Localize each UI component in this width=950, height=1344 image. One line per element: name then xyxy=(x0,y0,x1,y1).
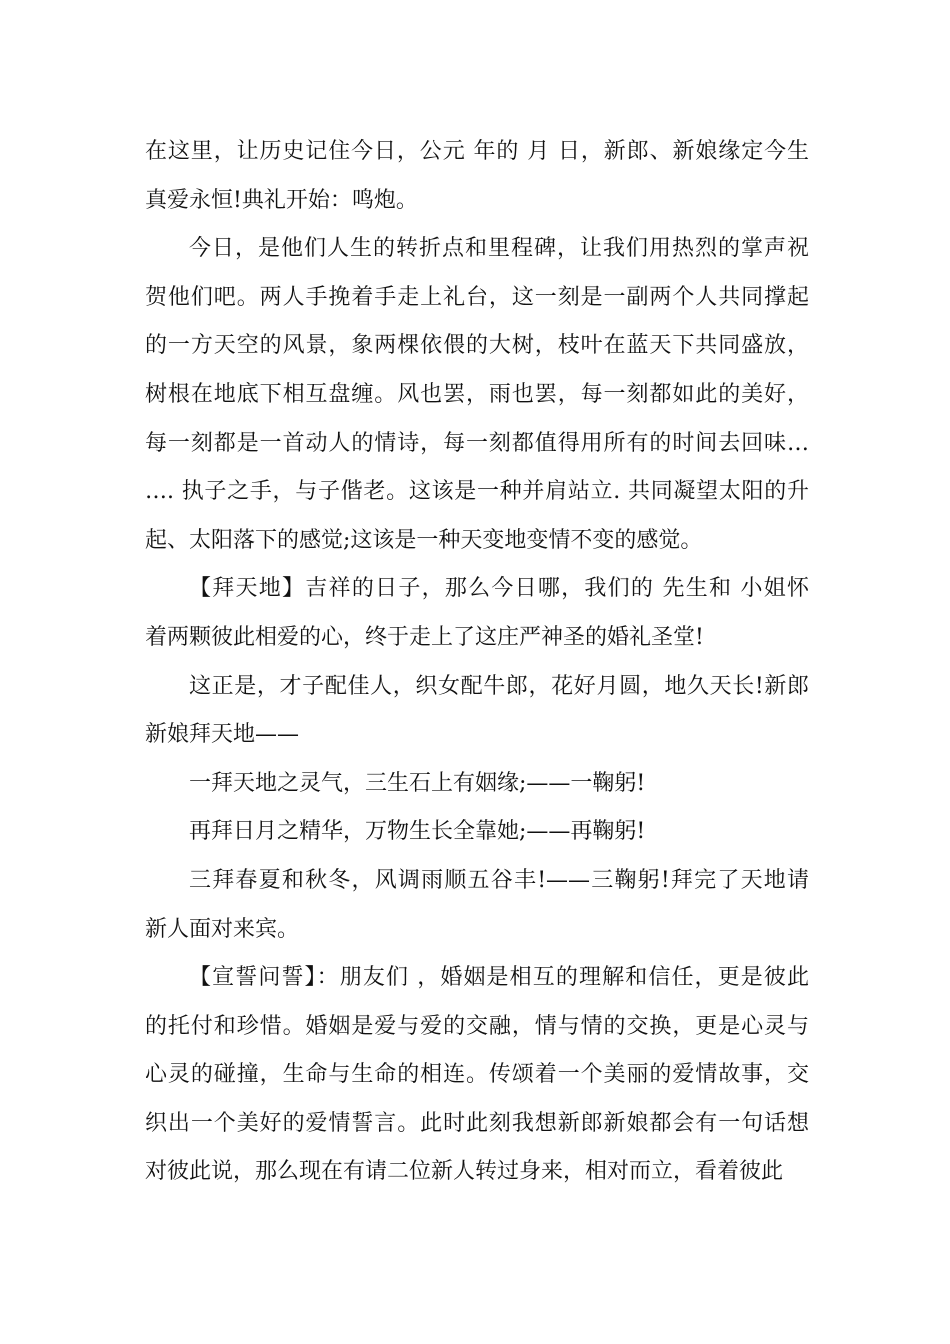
text-line: 新人面对来宾。 xyxy=(145,916,300,942)
text-line: 一拜天地之灵气，三生石上有姻缘;——一鞠躬! xyxy=(189,770,646,796)
paragraph xyxy=(145,225,809,565)
text-line: 今日，是他们人生的转折点和里程碑，让我们用热烈的掌声祝 xyxy=(189,236,809,262)
text-line: 新娘拜天地—— xyxy=(145,722,300,748)
text-line: 织出一个美好的爱情誓言。此时此刻我想新郎新娘都会有一句话想 xyxy=(145,1110,809,1136)
paragraph xyxy=(145,128,809,225)
text-line: 再拜日月之精华，万物生长全靠她;——再鞠躬! xyxy=(189,819,646,845)
text-line: 在这里，让历史记住今日，公元 年的 月 日，新郎、新娘缘定今生 xyxy=(145,139,809,164)
text-line: 【拜天地】吉祥的日子，那么今日哪，我们的 先生和 小姐怀 xyxy=(189,576,809,602)
paragraph xyxy=(145,663,809,760)
text-line: 每一刻都是一首动人的情诗，每一刻都值得用所有的时间去回味… xyxy=(145,430,809,456)
text-line: 的托付和珍惜。婚姻是爱与爱的交融，情与情的交换，更是心灵与 xyxy=(145,1013,809,1039)
text-line: 【宣誓问誓】：朋友们 ，婚姻是相互的理解和信任，更是彼此 xyxy=(189,965,809,991)
text-line: 对彼此说，那么现在有请二位新人转过身来，相对而立，看着彼此 xyxy=(145,1159,784,1185)
paragraph xyxy=(145,565,809,662)
text-line: 真爱永恒!典礼开始：鸣炮。 xyxy=(145,187,418,213)
text-line: …. 执子之手，与子偕老。这该是一种并肩站立. 共同凝望太阳的升 xyxy=(145,479,809,505)
paragraph xyxy=(145,760,809,809)
paragraph xyxy=(145,954,809,1197)
paragraph xyxy=(145,808,809,857)
text-line: 着两颗彼此相爱的心，终于走上了这庄严神圣的婚礼圣堂! xyxy=(145,624,704,650)
text-line: 的一方天空的风景，象两棵依偎的大树，枝叶在蓝天下共同盛放， xyxy=(145,333,809,359)
paragraph xyxy=(145,857,809,954)
text-line: 心灵的碰撞，生命与生命的相连。传颂着一个美丽的爱情故事，交 xyxy=(145,1062,809,1088)
document-body xyxy=(145,128,809,1197)
text-line: 这正是，才子配佳人，织女配牛郎，花好月圆，地久天长!新郎 xyxy=(189,673,809,699)
text-line: 贺他们吧。两人手挽着手走上礼台，这一刻是一副两个人共同撑起 xyxy=(145,284,809,310)
text-line: 三拜春夏和秋冬，风调雨顺五谷丰!——三鞠躬!拜完了天地请 xyxy=(189,867,809,893)
text-line: 树根在地底下相互盘缠。风也罢，雨也罢，每一刻都如此的美好， xyxy=(145,381,809,407)
text-line: 起、太阳落下的感觉;这该是一种天变地变情不变的感觉。 xyxy=(145,527,703,553)
